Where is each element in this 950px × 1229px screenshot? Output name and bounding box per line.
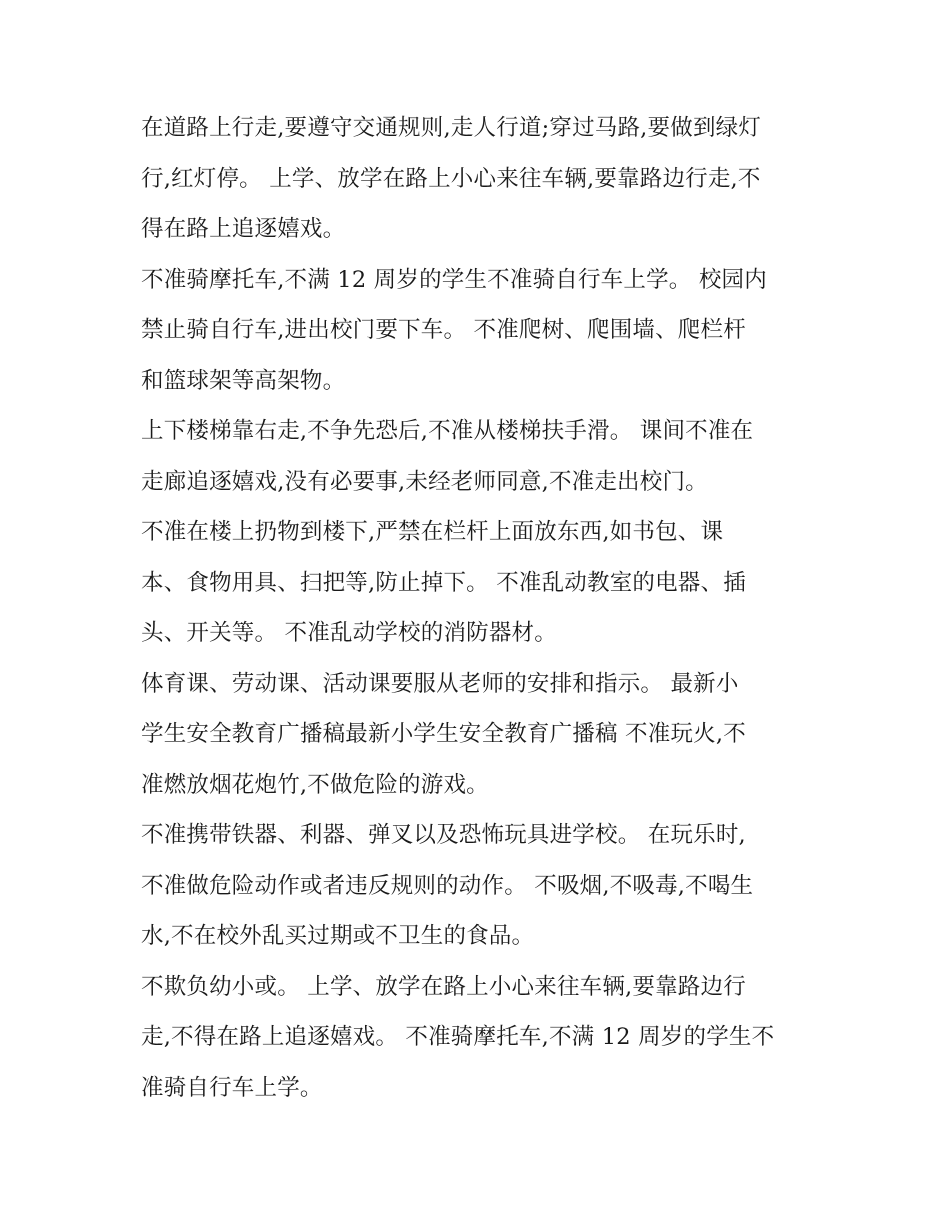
text-line: 体育课、劳动课、活动课要服从老师的安排和指示。 最新小	[141, 670, 739, 697]
text-line: 不准在楼上扔物到楼下,严禁在栏杆上面放东西,如书包、课	[141, 519, 724, 545]
paragraph-7	[141, 962, 817, 1114]
paragraph-5	[141, 659, 817, 811]
text-line: 不准做危险动作或者违反规则的动作。 不吸烟,不吸毒,不喝生	[141, 872, 754, 899]
text-line: 得在路上追逐嬉戏。	[141, 216, 346, 242]
text-line: 准燃放烟花炮竹,不做危险的游戏。	[141, 771, 489, 798]
text-line: 走,不得在路上追逐嬉戏。 不准骑摩托车,不满 12 周岁的学生不	[141, 1024, 775, 1050]
text-line: 在道路上行走,要遵守交通规则,走人行道;穿过马路,要做到绿灯	[141, 115, 762, 141]
text-line: 行,红灯停。 上学、放学在路上小心来往车辆,要靠路边行走,不	[141, 165, 761, 192]
text-line: 学生安全教育广播稿最新小学生安全教育广播稿 不准玩火,不	[141, 721, 746, 747]
text-line: 不准骑摩托车,不满 12 周岁的学生不准骑自行车上学。 校园内	[141, 266, 767, 293]
paragraph-4	[141, 507, 817, 659]
text-line: 走廊追逐嬉戏,没有必要事,未经老师同意,不准走出校门。	[141, 468, 708, 495]
document-body	[141, 103, 817, 1113]
text-line: 水,不在校外乱买过期或不卫生的食品。	[141, 923, 535, 949]
text-line: 不欺负幼小或。 上学、放学在路上小心来往车辆,要靠路边行	[141, 973, 746, 1000]
paragraph-1	[141, 103, 817, 255]
text-line: 禁止骑自行车,进出校门要下车。 不准爬树、爬围墙、爬栏杆	[141, 317, 746, 343]
paragraph-6	[141, 810, 817, 962]
paragraph-3	[141, 406, 817, 507]
text-line: 头、开关等。 不准乱动学校的消防器材。	[141, 620, 557, 646]
paragraph-2	[141, 255, 817, 407]
text-line: 不准携带铁器、利器、弹叉以及恐怖玩具进学校。 在玩乐时,	[141, 822, 746, 848]
text-line: 和篮球架等高架物。	[141, 367, 346, 394]
text-line: 本、食物用具、扫把等,防止掉下。 不准乱动教室的电器、插	[141, 569, 746, 596]
text-line: 上下楼梯靠右走,不争先恐后,不准从楼梯扶手滑。 课间不准在	[141, 418, 754, 444]
text-line: 准骑自行车上学。	[141, 1074, 323, 1101]
